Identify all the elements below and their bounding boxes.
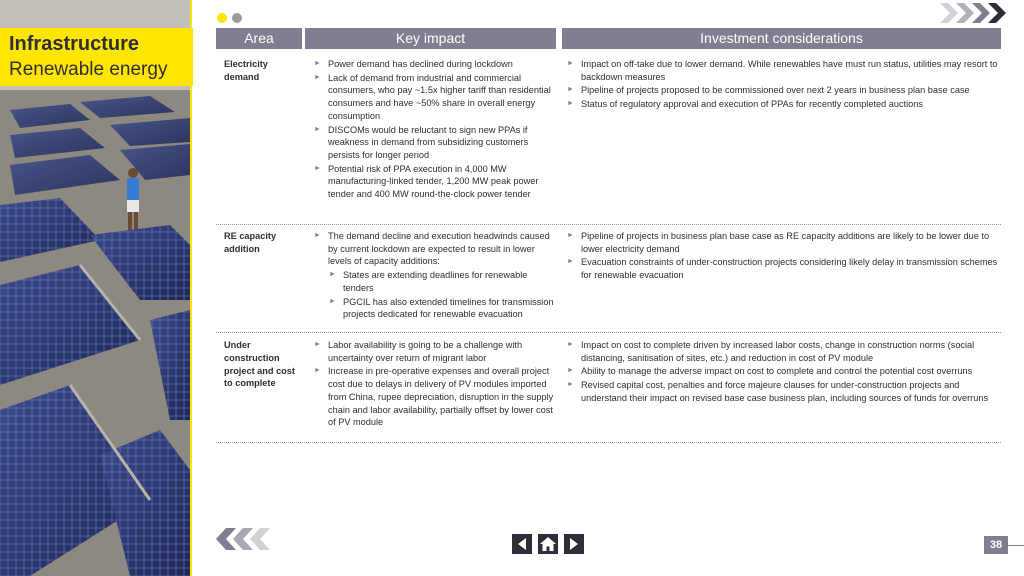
list-item: ► Ability to manage the adverse impact on cost to complete and control the potential cost overruns — [566, 365, 998, 378]
forward-chevrons-icon — [940, 3, 1006, 23]
list-item: ► Evacuation constraints of under-construction projects considering likely delay in transmission schemes for renewable evacuation — [566, 256, 998, 281]
slide-subtitle: Renewable energy — [9, 59, 168, 80]
table-row — [216, 336, 1001, 443]
sub-list-item: ► States are extending deadlines for renewable tenders — [328, 269, 555, 294]
list-item — [313, 230, 555, 321]
slide-title-box — [0, 28, 193, 86]
area-cell: Electricity demand — [224, 59, 268, 82]
list-item: ► Pipeline of projects in business plan base case as RE capacity additions are likely to be lower due to lower electricity demand — [566, 230, 998, 255]
gray-dot — [232, 13, 242, 23]
list-item-text: The demand decline and execution headwinds caused by current lockdown are expected to result in lower levels of capacity additions: — [328, 231, 550, 267]
list-item: ► Increase in pre-operative expenses and overall project cost due to delays in delivery of PV modules imported from China, rupee depreciation, disruption in the supply chain and labor availability, partially offset by lower cost of PV module — [313, 365, 555, 429]
triangle-left-icon — [517, 538, 527, 550]
list-item: ► DISCOMs would be reluctant to sign new PPAs if weakness in demand from subsidizing customers persists for longer period — [313, 124, 555, 162]
list-item: ► Pipeline of projects proposed to be commissioned over next 2 years in business plan base case — [566, 84, 998, 97]
list-item: ► Status of regulatory approval and execution of PPAs for recently completed auctions — [566, 98, 998, 111]
list-item: ► Lack of demand from industrial and commercial consumers, who pay ~1.5x higher tariff than residential consumers and have ~50% share in overall energy consumption — [313, 72, 555, 123]
key-impact-cell — [313, 58, 555, 202]
solar-panels-photo — [0, 0, 190, 576]
area-cell: Under construction project and cost to complete — [224, 340, 295, 389]
previous-button[interactable] — [512, 534, 532, 554]
investment-cell — [566, 230, 998, 283]
key-impact-cell — [313, 339, 555, 430]
list-item: ► Impact on cost to complete driven by increased labor costs, change in construction norms (social distancing, sanitisation of sites, etc.) and reduction in cost of PV module — [566, 339, 998, 364]
sub-list-item: ► PGCIL has also extended timelines for transmission projects dedicated for renewable evacuation — [328, 296, 555, 321]
next-button[interactable] — [564, 534, 584, 554]
header-area: Area — [216, 28, 302, 49]
home-icon — [540, 537, 556, 551]
list-item: ► Potential risk of PPA execution in 4,000 MW manufacturing-linked tender, 1,200 MW peak power tender and 400 MW round-the-clock power tender — [313, 163, 555, 201]
key-impact-cell — [313, 230, 555, 322]
investment-cell — [566, 58, 998, 112]
table-row — [216, 55, 1001, 225]
investment-cell — [566, 339, 998, 406]
slide-title: Infrastructure — [9, 33, 140, 55]
triangle-right-icon — [569, 538, 579, 550]
header-investment-considerations: Investment considerations — [562, 28, 1001, 49]
list-item: ► Labor availability is going to be a challenge with uncertainty over return of migrant labor — [313, 339, 555, 364]
table-row — [216, 227, 1001, 333]
back-chevrons-icon[interactable] — [216, 528, 280, 550]
area-cell: RE capacity addition — [224, 231, 277, 254]
list-item: ► Power demand has declined during lockdown — [313, 58, 555, 71]
solar-panels-illustration — [0, 0, 190, 576]
yellow-divider-line — [190, 0, 192, 576]
page-number-line — [1008, 545, 1024, 546]
list-item: ► Impact on off-take due to lower demand. While renewables have must run status, utilities may resort to backdown measures — [566, 58, 998, 83]
yellow-dot — [217, 13, 227, 23]
page-number: 38 — [984, 536, 1008, 554]
header-key-impact: Key impact — [305, 28, 556, 49]
list-item: ► Revised capital cost, penalties and force majeure clauses for under-construction projects and understand their impact on revised base case business plan, including sources of funds for overruns — [566, 379, 998, 404]
home-button[interactable] — [538, 534, 558, 554]
